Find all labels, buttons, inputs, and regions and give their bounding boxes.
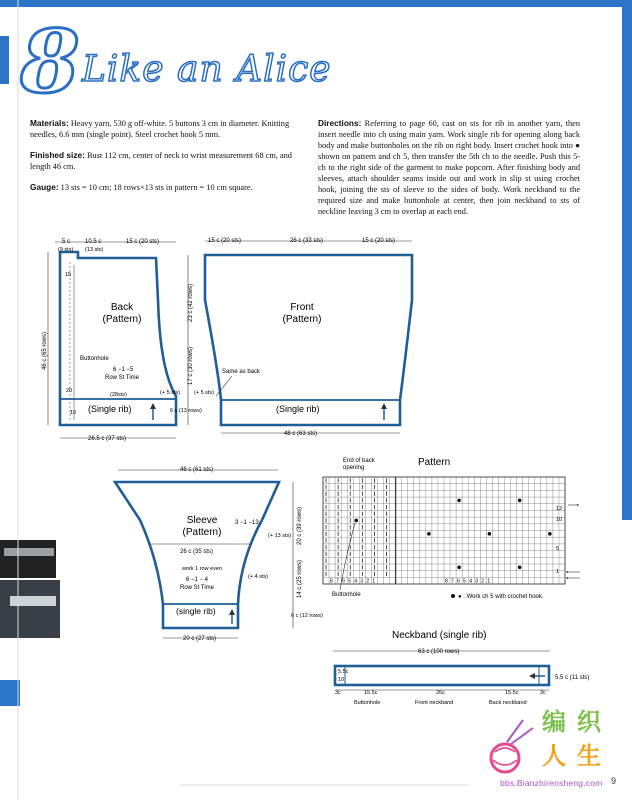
front-gap-lower: 17 c (30 rows) xyxy=(188,346,194,385)
grid-col-number: 4 xyxy=(469,578,472,585)
front-top-mid: 26 c (33 sts) xyxy=(290,238,324,244)
gauge-text: 13 sts = 10 cm; 18 rows×13 sts in pattern = 10 cm square. xyxy=(60,183,253,192)
front-top-right: 15 c (20 sts) xyxy=(362,238,396,244)
back-buttonhole: Buttonhole xyxy=(80,356,109,362)
neckband-15-5-right: 15.5c xyxy=(505,690,519,696)
neckband-3c-left: 3c xyxy=(335,690,341,696)
back-rib-label: (Single rib) xyxy=(88,404,132,414)
grid-col-number: 3 xyxy=(475,578,479,585)
back-edge-15: 15 xyxy=(65,272,72,278)
front-piece xyxy=(160,238,412,437)
materials-text: Heavy yarn, 530 g off-white. 5 buttons 3 cm in diameter. Knitting needles, 6.6 mm (single point). Steel crochet hook 5 mm. xyxy=(30,119,290,139)
front-rib-label: (Single rib) xyxy=(276,404,320,414)
sleeve-bottom: 20 c (27 sts) xyxy=(183,636,217,642)
size-text: Bust 112 cm, center of neck to wrist measurement 68 cm, and length 46 cm. xyxy=(30,151,292,171)
back-piece xyxy=(42,239,176,442)
yarn-strands-icon xyxy=(493,748,517,765)
front-sub: (Pattern) xyxy=(282,314,322,325)
back-edge-20: 20 xyxy=(66,388,73,394)
legend-dot-icon xyxy=(451,594,455,598)
grid-col-number: 1 xyxy=(372,578,376,585)
materials-label: Materials: xyxy=(30,118,69,128)
directions-label: Directions: xyxy=(318,118,362,128)
popcorn-dot xyxy=(354,519,358,523)
needle-icon-1 xyxy=(507,720,523,742)
pattern-row-label-5: 5 xyxy=(556,546,560,552)
back-top-b: 10.5 c xyxy=(85,239,102,245)
sleeve-rst-a: 3 −1 −13 xyxy=(235,520,259,526)
front-plus-right: (+ 5 sts) xyxy=(194,390,215,396)
pattern-number: 8 xyxy=(20,12,80,113)
pattern-opening: opening xyxy=(343,465,365,471)
page-number: 9 xyxy=(611,776,617,786)
pattern-end-of-back: End of back xyxy=(343,458,375,464)
neckband-3c-right: 3c xyxy=(540,690,546,696)
back-rst-nums: 6 −1 −5 xyxy=(113,367,134,373)
back-top-a: 5 c xyxy=(62,239,71,245)
watermark-url: bbs.Bianzhirensheng.com xyxy=(500,778,603,788)
front-name: Front xyxy=(290,302,314,313)
gauge-label: Gauge: xyxy=(30,182,59,192)
neckband-top: 63 c (100 rows) xyxy=(418,649,460,655)
grid-col-number: 5 xyxy=(463,578,466,585)
neckband-right: 5.5 c (11 sts) xyxy=(555,675,590,681)
directions-text: Referring to page 60, cast on sts for rib in another yarn, then insert needle into ch using main yarn. Work single rib for opening along back body and make buttonholes on the rib on right body. Insert crochet hook into ● shown on pattern and ch 5, then transfer the 5th ch to the needle. Push this 5-ch to the right side of the garment to make popcorn. After finishing body and sleeves, attach shoulder seams inside out and work in slip st using crochet hook, joining the sts of sleeve to the sides of body. Work neckband to the required size and make buttonhole at center, then join neckband to sts of neckline leaving 3 cm to overlap at each end. xyxy=(318,119,581,216)
pattern-title: Like an Alice xyxy=(82,49,332,90)
sleeve-h14: 14 c (25 rows) xyxy=(297,559,303,598)
back-sts28: (28sts) xyxy=(110,392,127,398)
pattern-row-label-1: 1 xyxy=(556,569,560,575)
neckband-left-5-5: 5.5c xyxy=(338,669,349,675)
front-top-left: 15 c (20 sts) xyxy=(208,238,242,244)
neckband-lbl-buttonhole: Buttonhole xyxy=(354,700,381,706)
sleeve-plus13: (+ 13 sts) xyxy=(268,533,292,539)
popcorn-dot xyxy=(427,532,431,536)
back-top-b-sts: (13 sts) xyxy=(85,247,104,253)
sleeve-rib-label: (single rib) xyxy=(176,606,216,616)
popcorn-dot xyxy=(457,565,461,569)
back-edge-10: 10 xyxy=(70,410,77,416)
pattern-legend: ● : Work ch 5 with crochet hook. xyxy=(458,594,544,600)
sleeve-h6: 6 c (12 rows) xyxy=(291,613,323,619)
neckband-piece xyxy=(333,630,589,706)
sleeve-name: Sleeve xyxy=(186,515,218,526)
back-rst-label: Row St Time xyxy=(105,375,140,381)
sleeve-work-even: work 1 row even xyxy=(182,566,223,572)
sleeve-plus4: (+ 4 sts) xyxy=(248,574,269,580)
neckband-lbl-back: Back neckband xyxy=(489,700,527,706)
back-top-a-sts: (9 sts) xyxy=(58,247,74,253)
grid-col-number: 1 xyxy=(487,578,491,585)
sleeve-top: 46 c (61 sts) xyxy=(180,467,214,473)
neckband-title: Neckband (single rib) xyxy=(392,630,487,641)
sleeve-piece xyxy=(115,467,323,642)
pattern-popcorn-dots xyxy=(354,499,551,569)
neckband-outline xyxy=(335,666,549,685)
front-gap-upper: 23 c (42 rows) xyxy=(188,283,194,322)
front-rib-rows: 6 c (13 rows) xyxy=(170,408,202,414)
popcorn-dot xyxy=(518,565,522,569)
sleeve-h20: 20 c (39 rows) xyxy=(297,506,303,545)
grid-col-number: 5 xyxy=(348,578,351,585)
grid-col-number: 8 xyxy=(445,578,448,585)
front-bottom: 48 c (63 sts) xyxy=(284,431,318,437)
back-bottom: 26.5 c (37 sts) xyxy=(88,436,127,442)
sleeve-rst-label: Row St Time xyxy=(180,585,215,591)
pattern-title: Pattern xyxy=(418,457,451,468)
sleeve-width26: 26 c (35 sts) xyxy=(180,549,214,555)
pattern-row-label-12: 12 xyxy=(556,506,563,512)
grid-col-number: 2 xyxy=(366,578,370,585)
popcorn-dot xyxy=(457,499,461,503)
logo-char-3: 人 xyxy=(542,743,566,770)
sleeve-rst-b: 6 −1 − 4 xyxy=(186,577,209,583)
grid-col-number: 8 xyxy=(330,578,333,585)
front-plus-left: (+ 5 sts) xyxy=(160,390,181,396)
grid-col-number: 6 xyxy=(457,578,460,585)
front-same-as-back: Same as back xyxy=(222,369,261,375)
pattern-grid-lines xyxy=(323,477,565,584)
logo-char-4: 生 xyxy=(577,743,601,770)
back-top-c: 15 c (20 sts) xyxy=(126,239,160,245)
neckband-26: 26c xyxy=(436,690,445,696)
popcorn-dot xyxy=(518,499,522,503)
pattern-chart xyxy=(323,457,580,600)
grid-col-number: 7 xyxy=(451,578,454,585)
back-name: Back xyxy=(110,302,134,313)
neckband-left-10: 10 xyxy=(338,677,345,683)
grid-col-number: 4 xyxy=(354,578,358,585)
pattern-buttonhole: Buttonhole xyxy=(332,592,361,598)
grid-col-number: 6 xyxy=(342,578,345,585)
pattern-row-label-10: 10 xyxy=(556,517,563,523)
grid-col-number: 7 xyxy=(336,578,339,585)
grid-col-number: 3 xyxy=(360,578,364,585)
sleeve-sub: (Pattern) xyxy=(182,527,222,538)
back-side-height: 46 c (65 rows) xyxy=(42,331,48,370)
pattern-column-numbers xyxy=(330,579,490,585)
back-sub: (Pattern) xyxy=(102,314,142,325)
logo-char-2: 织 xyxy=(577,709,601,736)
grid-col-number: 2 xyxy=(481,578,485,585)
neckband-lbl-front: Front neckband xyxy=(415,700,454,706)
logo-char-1: 编 xyxy=(542,709,566,736)
neckband-15-5-left: 15.5c xyxy=(364,690,378,696)
size-label: Finished size: xyxy=(30,150,85,160)
popcorn-dot xyxy=(548,532,552,536)
popcorn-dot xyxy=(488,532,492,536)
